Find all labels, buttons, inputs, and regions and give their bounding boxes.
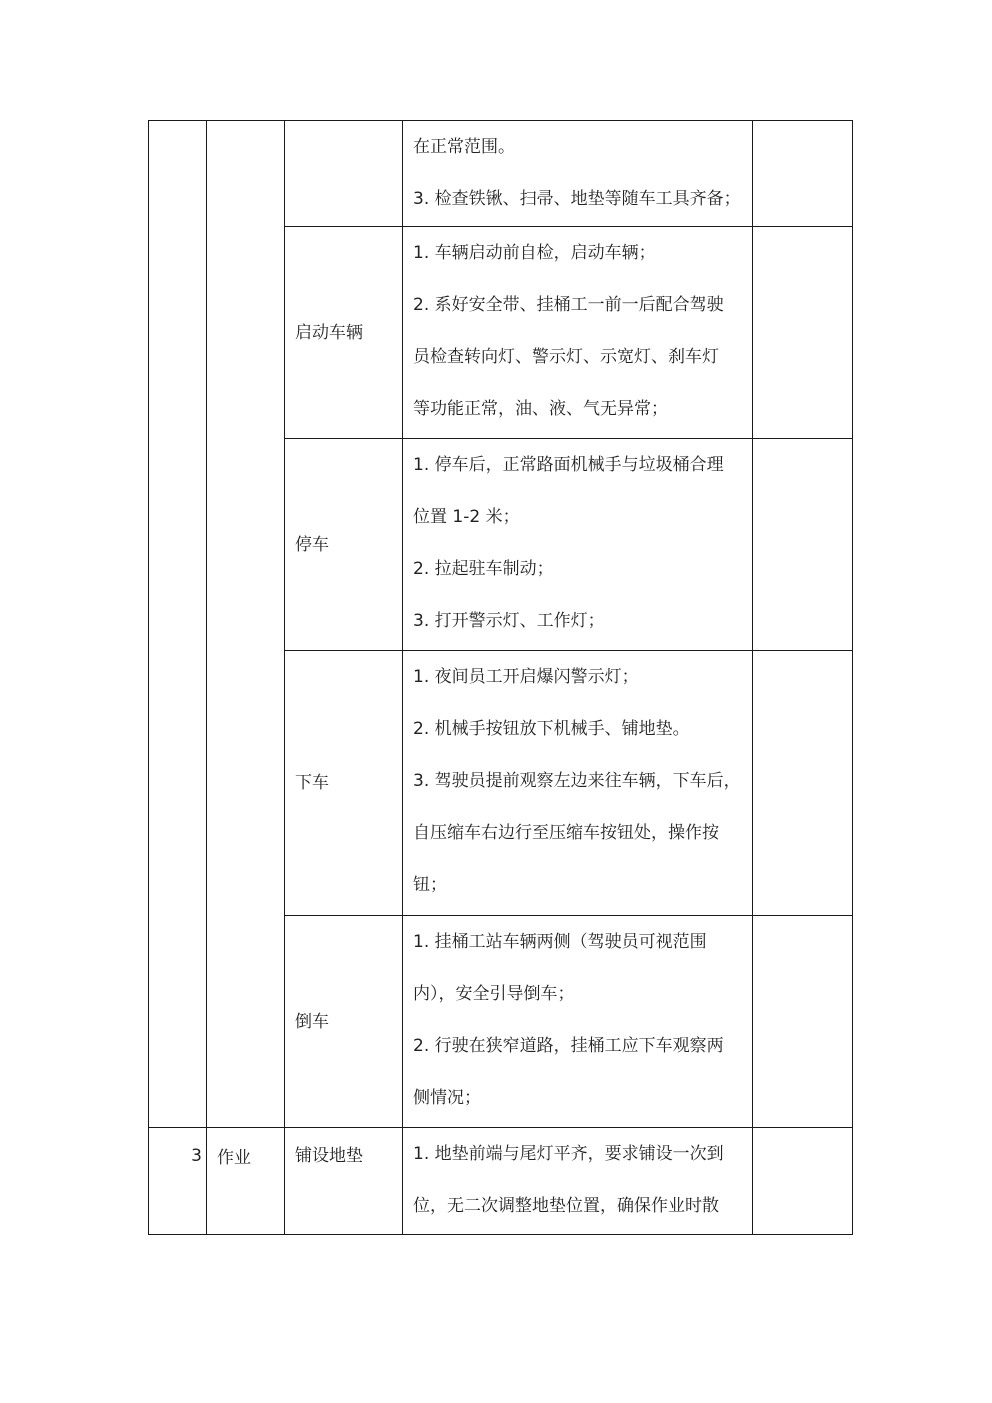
detail-line: 2. 行驶在狭窄道路，挂桶工应下车观察两 xyxy=(413,1036,724,1056)
detail-line: 2. 机械手按钮放下机械手、铺地垫。 xyxy=(413,719,690,739)
task-cell xyxy=(285,651,403,916)
category-label: 作业 xyxy=(217,1148,251,1168)
number-cell xyxy=(149,1128,207,1235)
task-label: 下车 xyxy=(295,773,329,793)
detail-line: 在正常范围。 xyxy=(413,137,515,157)
table-row xyxy=(149,121,853,227)
task-cell xyxy=(285,439,403,651)
detail-line: 位置 1-2 米； xyxy=(413,507,520,527)
task-cell xyxy=(285,1128,403,1235)
detail-line: 1. 地垫前端与尾灯平齐，要求铺设一次到 xyxy=(413,1144,724,1164)
detail-cell xyxy=(403,121,753,227)
detail-cell xyxy=(403,439,753,651)
task-label: 启动车辆 xyxy=(295,322,363,343)
detail-line: 2. 拉起驻车制动； xyxy=(413,559,554,579)
row-number: 3 xyxy=(191,1146,202,1166)
detail-line: 内），安全引导倒车； xyxy=(413,984,575,1004)
note-cell xyxy=(753,121,853,227)
task-cell xyxy=(285,227,403,439)
task-cell xyxy=(285,121,403,227)
detail-line: 1. 夜间员工开启爆闪警示灯； xyxy=(413,667,639,687)
detail-line: 位，无二次调整地垫位置，确保作业时散 xyxy=(413,1196,719,1216)
note-cell xyxy=(753,916,853,1128)
detail-line: 3. 检查铁锹、扫帚、地垫等随车工具齐备； xyxy=(413,189,741,209)
task-label: 倒车 xyxy=(295,1011,329,1032)
detail-cell xyxy=(403,651,753,916)
detail-cell xyxy=(403,1128,753,1235)
procedure-table xyxy=(148,120,853,1235)
category-cell xyxy=(207,121,285,1128)
number-cell xyxy=(149,121,207,1128)
note-cell xyxy=(753,439,853,651)
table-row xyxy=(149,1128,853,1235)
detail-line: 1. 停车后，正常路面机械手与垃圾桶合理 xyxy=(413,455,724,475)
detail-line: 自压缩车右边行至压缩车按钮处，操作按 xyxy=(413,823,719,843)
category-cell xyxy=(207,1128,285,1235)
task-cell xyxy=(285,916,403,1128)
detail-line: 等功能正常，油、液、气无异常； xyxy=(413,399,668,419)
task-label: 铺设地垫 xyxy=(295,1146,363,1166)
detail-cell xyxy=(403,227,753,439)
detail-line: 钮； xyxy=(413,875,447,895)
detail-line: 员检查转向灯、警示灯、示宽灯、刹车灯 xyxy=(413,347,719,367)
note-cell xyxy=(753,227,853,439)
detail-cell xyxy=(403,916,753,1128)
detail-line: 1. 挂桶工站车辆两侧（驾驶员可视范围 xyxy=(413,932,707,952)
task-label: 停车 xyxy=(295,534,329,555)
detail-line: 3. 驾驶员提前观察左边来往车辆，下车后， xyxy=(413,771,741,791)
detail-line: 2. 系好安全带、挂桶工一前一后配合驾驶 xyxy=(413,295,724,315)
detail-line: 侧情况； xyxy=(413,1088,481,1108)
detail-line: 3. 打开警示灯、工作灯； xyxy=(413,611,605,631)
note-cell xyxy=(753,651,853,916)
detail-line: 1. 车辆启动前自检，启动车辆； xyxy=(413,243,656,263)
note-cell xyxy=(753,1128,853,1235)
